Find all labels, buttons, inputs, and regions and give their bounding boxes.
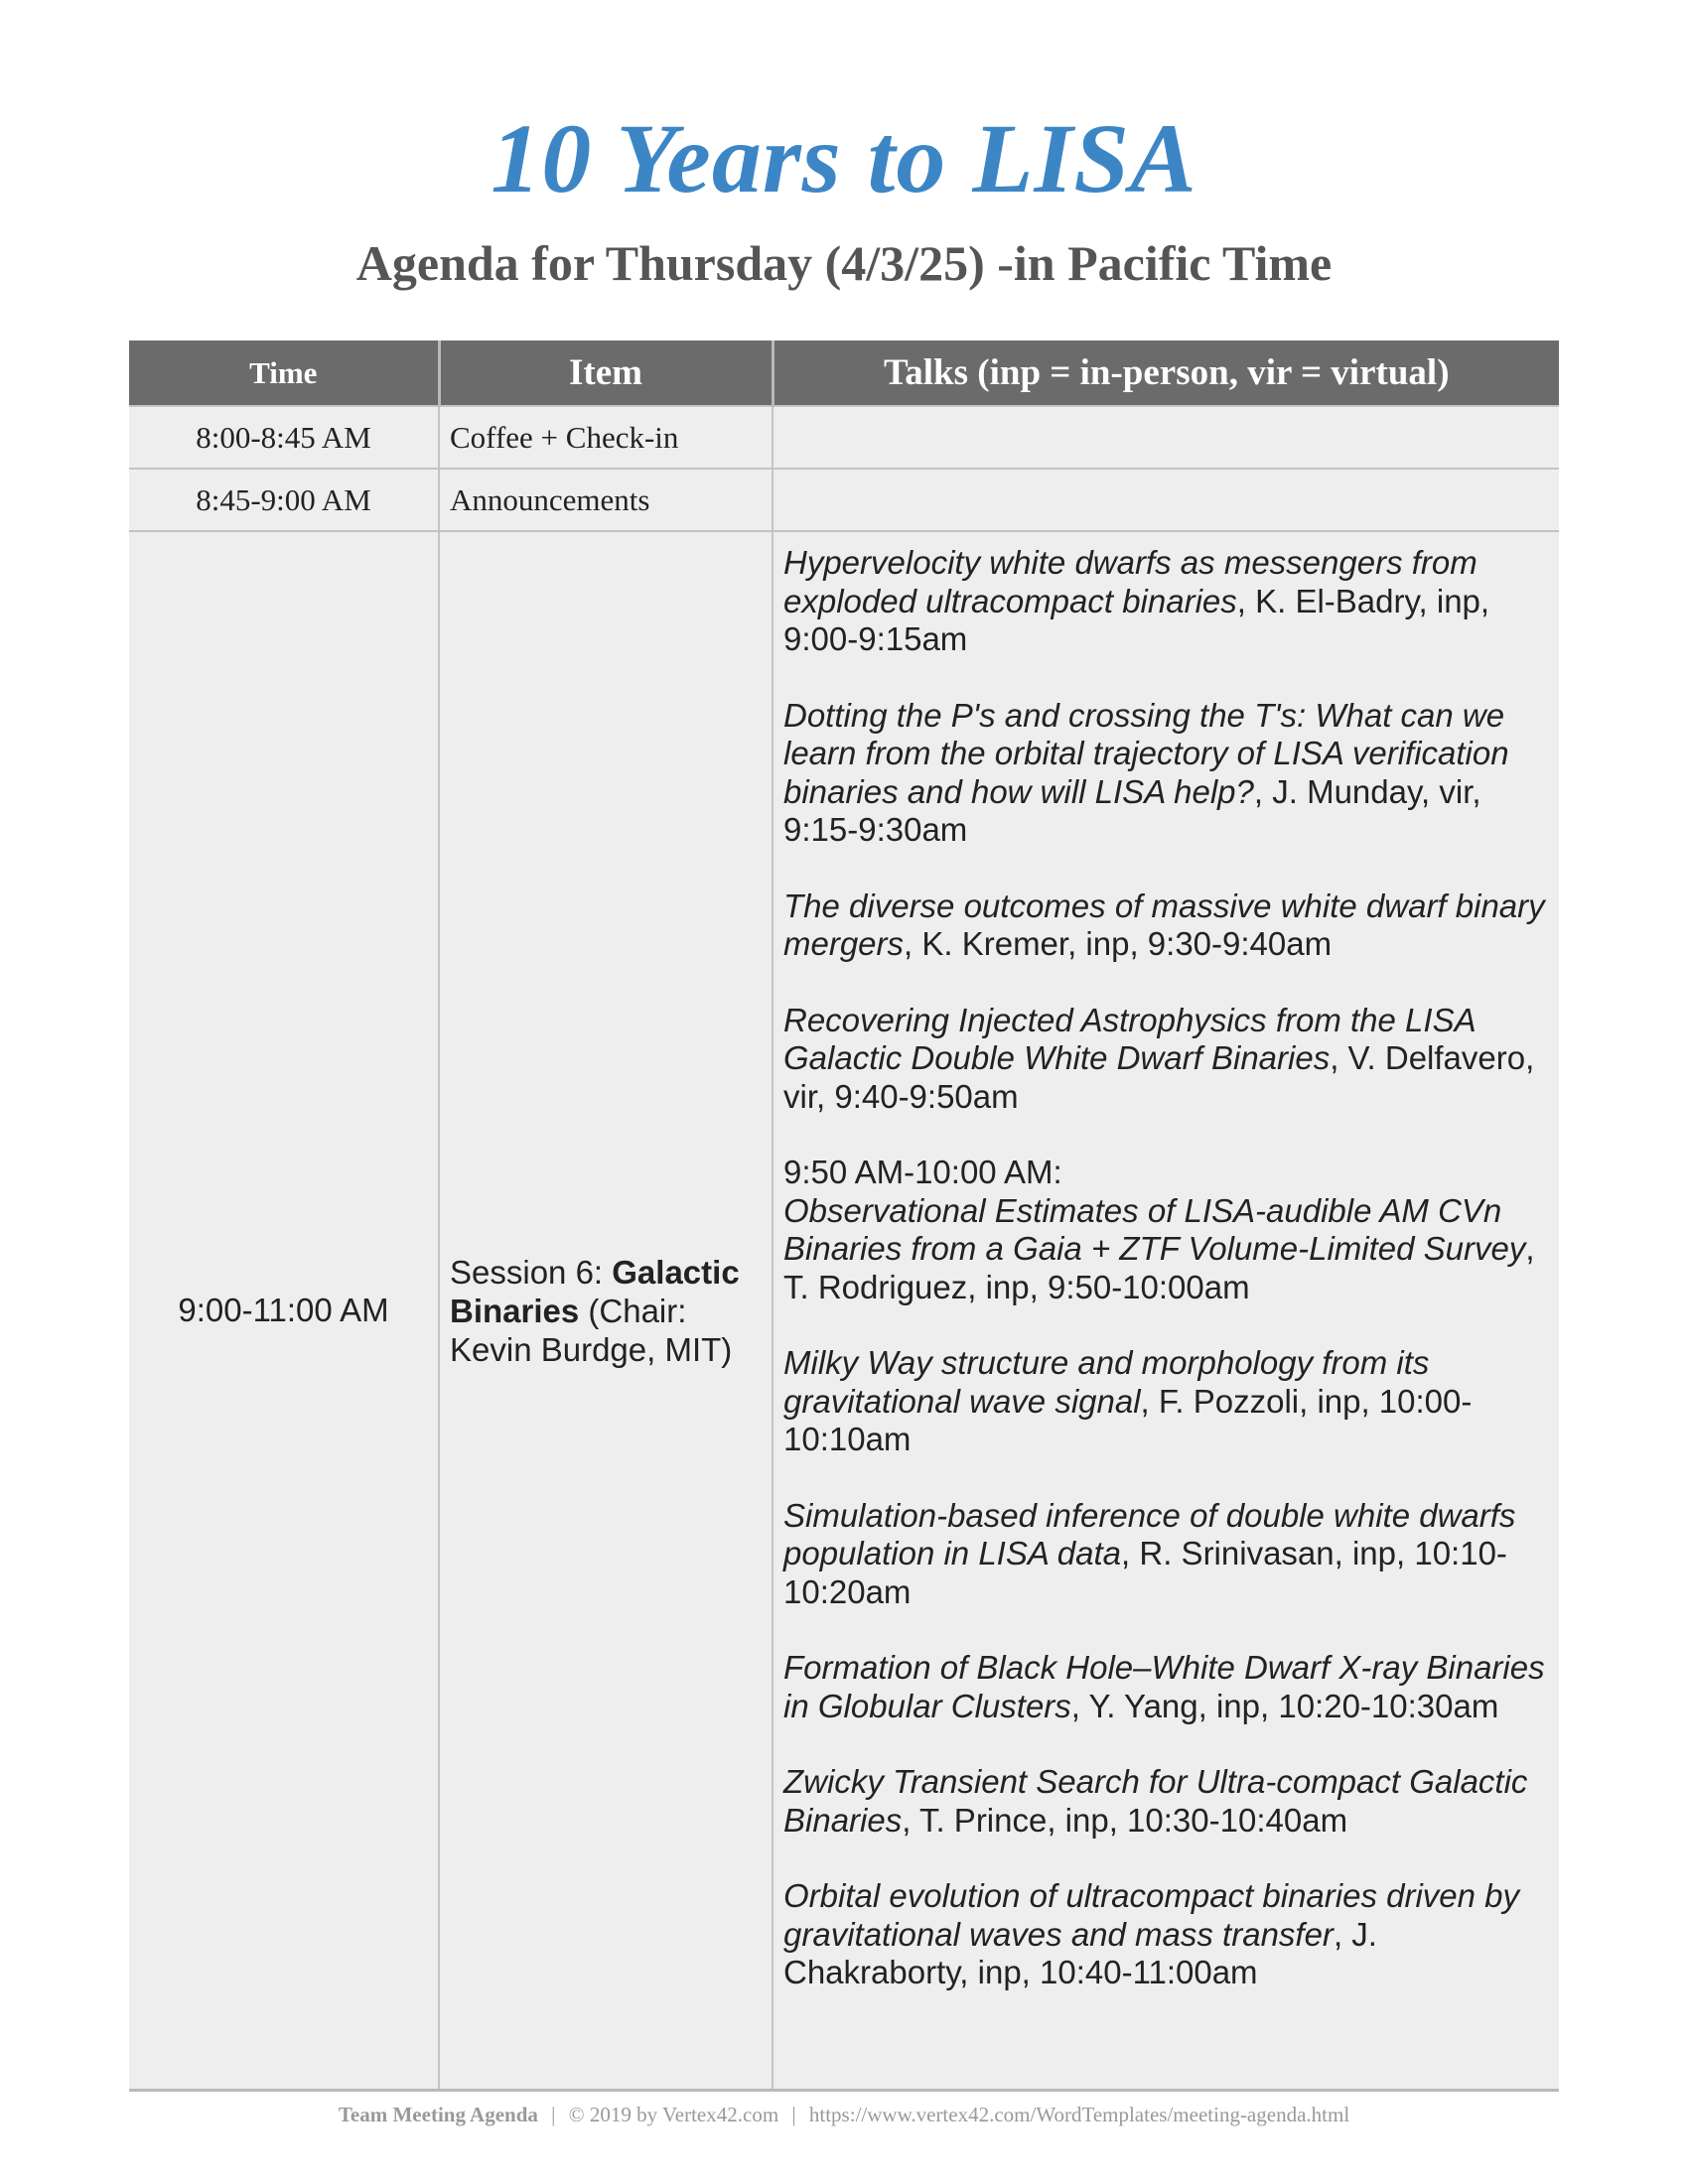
page-subtitle: Agenda for Thursday (4/3/25) -in Pacific Time (355, 235, 1333, 291)
session-prefix: Session 6: (450, 1253, 613, 1291)
talk-title: Orbital evolution of ultracompact binaries driven by gravitational waves and mass transfer (783, 1877, 1520, 1953)
talk-item (783, 1763, 1551, 1840)
talk-item (783, 1877, 1551, 1992)
talk-title: Simulation-based inference of double white dwarfs population in LISA data (783, 1496, 1516, 1571)
session-time: 9:00-11:00 AM (129, 531, 439, 2091)
talk-details: , J. Munday, vir, 9:15-9:30am (783, 772, 1481, 848)
talk-item (783, 1154, 1551, 1306)
talk-details: , T. Rodriguez, inp, 9:50-10:00am (783, 1230, 1535, 1305)
agenda-table (129, 341, 1559, 2092)
talk-details: , F. Pozzoli, inp, 10:00-10:10am (783, 1382, 1473, 1457)
talk-item (783, 697, 1551, 850)
talk-details: , J. Chakraborty, inp, 10:40-11:00am (783, 1915, 1377, 1990)
table-header-row (129, 341, 1559, 406)
talk-title: Hypervelocity white dwarfs as messengers from exploded ultracompact binaries (783, 544, 1477, 619)
talk-time-note: 9:50 AM-10:00 AM: (783, 1154, 1062, 1190)
table-row (129, 469, 1559, 531)
session-talks (773, 531, 1559, 2091)
table-row (129, 406, 1559, 469)
row-item: Coffee + Check-in (439, 406, 773, 469)
row-talks (773, 406, 1559, 469)
footer-url[interactable]: https://www.vertex42.com/WordTemplates/meeting-agenda.html (808, 2103, 1350, 2126)
footer-separator: | (791, 2103, 796, 2126)
talk-title: Observational Estimates of LISA-audible AM CVn Binaries from a Gaia + ZTF Volume-Limited Survey (783, 1191, 1526, 1267)
column-header-item: Item (439, 341, 773, 406)
talk-title: Formation of Black Hole–White Dwarf X-ray Binaries in Globular Clusters (783, 1649, 1545, 1724)
session-name: Galactic Binaries (450, 1253, 740, 1329)
session-item (439, 531, 773, 2091)
talk-title: Dotting the P's and crossing the T's: What can we learn from the orbital trajectory of LISA verification binaries and how will LISA help? (783, 696, 1509, 810)
talk-title: Zwicky Transient Search for Ultra-compact Galactic Binaries (783, 1763, 1528, 1839)
talk-details: , T. Prince, inp, 10:30-10:40am (902, 1801, 1348, 1839)
row-time: 8:45-9:00 AM (129, 469, 439, 531)
page-footer (0, 2103, 1688, 2127)
talk-details: , K. Kremer, inp, 9:30-9:40am (904, 925, 1333, 962)
talk-title: The diverse outcomes of massive white dwarf binary mergers (783, 887, 1545, 962)
talk-item (783, 1497, 1551, 1612)
footer-copyright: © 2019 by Vertex42.com (568, 2103, 779, 2126)
talk-title: Recovering Injected Astrophysics from the LISA Galactic Double White Dwarf Binaries (783, 1001, 1476, 1076)
talk-details: , Y. Yang, inp, 10:20-10:30am (1070, 1687, 1499, 1724)
talk-details: , K. El-Badry, inp, 9:00-9:15am (783, 582, 1490, 657)
session-row (129, 531, 1559, 2091)
page-title: 10 Years to LISA (491, 103, 1197, 213)
talk-item (783, 1002, 1551, 1117)
row-talks (773, 469, 1559, 531)
session-chair: (Chair: Kevin Burdge, MIT) (450, 1292, 733, 1368)
talk-details: , R. Srinivasan, inp, 10:10-10:20am (783, 1535, 1507, 1610)
talk-item (783, 887, 1551, 964)
talk-item (783, 544, 1551, 659)
row-time: 8:00-8:45 AM (129, 406, 439, 469)
column-header-time: Time (129, 341, 439, 406)
footer-brand: Team Meeting Agenda (338, 2103, 538, 2126)
talk-details: , V. Delfavero, vir, 9:40-9:50am (783, 1039, 1535, 1115)
column-header-talks: Talks (inp = in-person, vir = virtual) (773, 341, 1559, 406)
talk-item (783, 1649, 1551, 1725)
talk-title: Milky Way structure and morphology from its gravitational wave signal (783, 1344, 1430, 1420)
talk-item (783, 1344, 1551, 1459)
footer-separator: | (551, 2103, 556, 2126)
row-item: Announcements (439, 469, 773, 531)
